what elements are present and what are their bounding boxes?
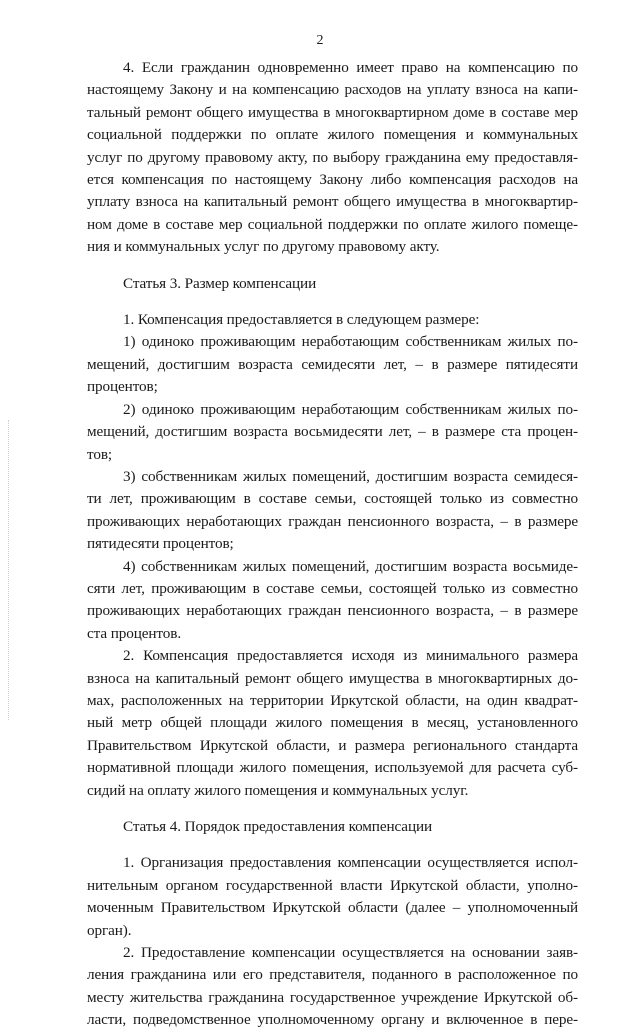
text-line: тов; [87,445,113,463]
article-4-heading: Статья 4. Порядок предоставления компенсации [123,818,433,835]
article-3-paragraph-2 [87,645,578,802]
text-line: ти лет, проживающим в составе семьи, состоящей только из совместно [87,490,578,508]
spacer [87,802,578,816]
article-4-paragraph-1 [87,852,578,942]
text-line: мах, расположенных на территории Иркутской области, на один квадрат- [87,691,578,709]
text-line: тальный ремонт общего имущества в многоквартирном доме в составе мер [87,103,578,121]
article-3-item-4 [87,556,578,646]
text-line: социальной поддержки по оплате жилого помещения и коммунальных [87,126,578,144]
text-line: моченным Правительством Иркутской области (далее – уполномоченный [87,899,578,917]
text-line: орган). [87,921,132,939]
text-line: проживающих неработающих граждан пенсионного возраста, – в размере [87,512,578,530]
spacer [87,838,578,852]
text-line: нительным органом государственной власти Иркутской области, уполно- [87,876,578,894]
text-line: процентов; [87,378,158,396]
article-3-item-2 [87,399,578,466]
text-line: 4. Если гражданин одновременно имеет право на компенсацию по [123,59,578,76]
text-line: ния и коммунальных услуг по другому правовому акту. [87,238,440,256]
text-line: услуг по другому правовому акту, по выбору гражданина ему предоставля- [87,148,578,166]
document-body [87,57,578,1032]
text-line: сидий на оплату жилого помещения и коммунальных услуг. [87,781,469,799]
text-line: нормативной площади жилого помещения, используемой для расчета суб- [87,759,578,777]
text-line: уплату взноса на капитальный ремонт общего имущества в многоквартир- [87,193,578,211]
paragraph-4 [87,57,578,259]
text-line: 3) собственникам жилых помещений, достигшим возраста семидеся- [123,467,578,485]
text-line: ста процентов. [87,624,182,642]
text-line: мещений, достигшим возраста восьмидесяти лет, – в размере ста процен- [87,423,578,441]
text-line: 2) одиноко проживающим неработающим собственникам жилых по- [123,400,578,418]
text-line: месту жительства гражданина государственное учреждение Иркутской об- [87,988,578,1006]
article-3-item-3 [87,466,578,556]
scan-margin-mark [8,420,10,720]
article-3-heading: Статья 3. Размер компенсации [123,274,317,292]
text-line: 2. Предоставление компенсации осуществляется на основании заяв- [123,944,578,962]
text-line: ления гражданина или его представителя, поданного в расположенное по [87,966,578,984]
text-line: сяти лет, проживающим в составе семьи, состоящей только из совместно [87,579,578,597]
text-line: 4) собственникам жилых помещений, достигшим возраста восьмиде- [123,557,578,575]
text-line: 1) одиноко проживающим неработающим собственникам жилых по- [123,333,578,351]
spacer [87,259,578,273]
article-3-intro: 1. Компенсация предоставляется в следующем размере: [123,311,480,329]
text-line: пятидесяти процентов; [87,535,234,553]
text-line: взноса на капитальный ремонт общего имущества в многоквартирных до- [87,669,578,687]
text-line: мещений, достигшим возраста семидесяти лет, – в размере пятидесяти [87,355,578,373]
spacer [87,295,578,309]
text-line: проживающих неработающих граждан пенсионного возраста, – в размере [87,602,578,620]
text-line: 2. Компенсация предоставляется исходя из минимального размера [123,647,578,665]
text-line: ется компенсация по настоящему Закону либо компенсация расходов на [87,171,578,189]
text-line: Правительством Иркутской области, и размера регионального стандарта [87,736,578,754]
text-line: ном доме в составе мер социальной поддержки по оплате жилого помеще- [87,215,578,233]
page-number: 2 [316,33,324,48]
article-3-item-1 [87,331,578,398]
text-line: 1. Организация предоставления компенсации осуществляется испол- [123,854,578,872]
text-line: ный метр общей площади жилого помещения в месяц, установленного [87,714,578,732]
text-line: ласти, подведомственное уполномоченному органу и включенное в пере- [87,1011,578,1029]
text-line: настоящему Закону и на компенсацию расходов на уплату взноса на капи- [87,81,578,99]
article-4-paragraph-2 [87,942,578,1032]
